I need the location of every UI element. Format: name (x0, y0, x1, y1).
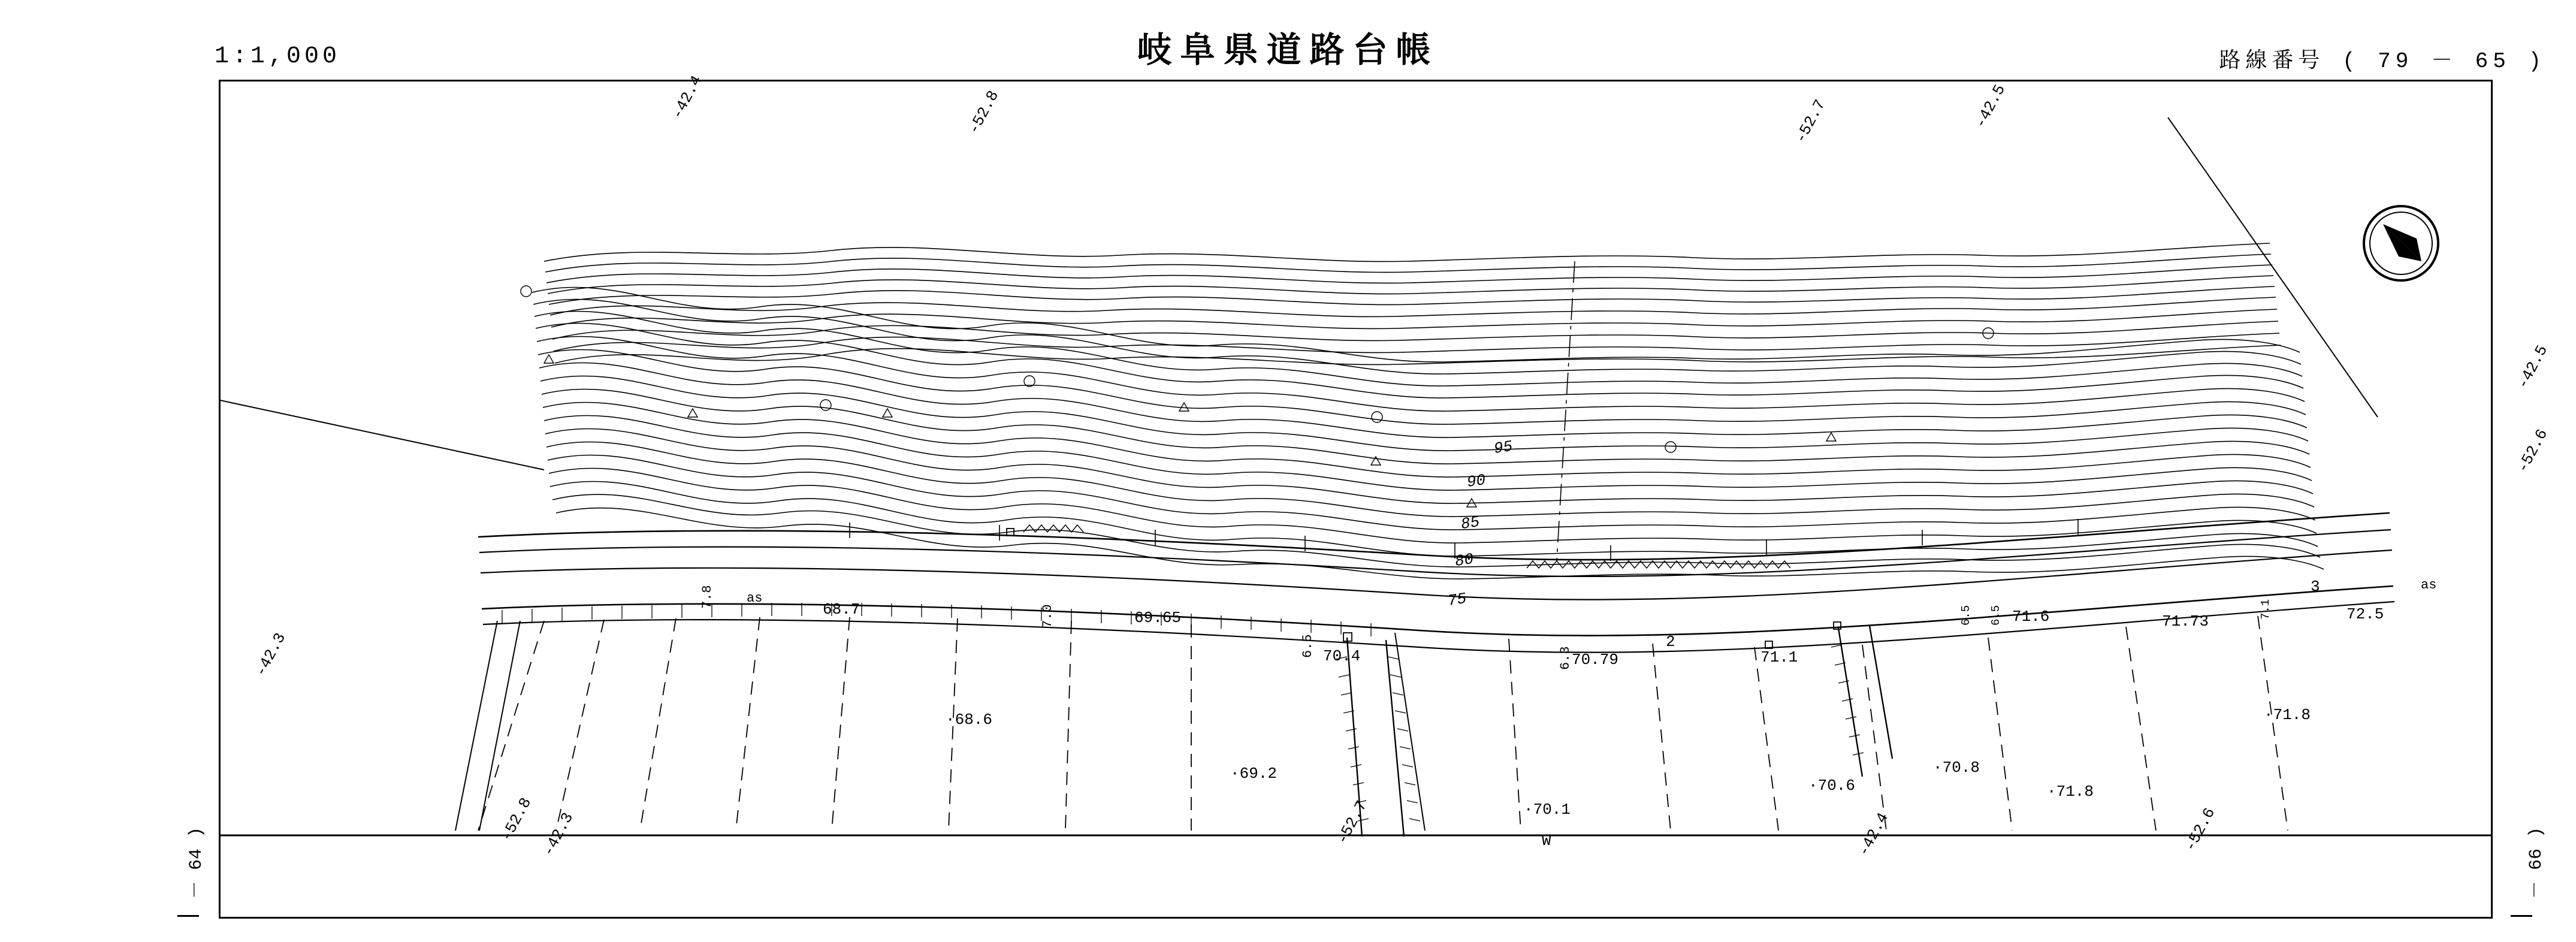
spot-height: 70.4 (1323, 647, 1361, 665)
edge-mark: -42.5 (1971, 81, 2010, 132)
road-width-label: 7.1 (2259, 599, 2272, 620)
spot-height: ·69.2 (1230, 765, 1278, 783)
edge-mark: -42.4 (1855, 810, 1893, 860)
spot-height: 70.79 (1572, 651, 1619, 669)
map-drawing-frame (219, 80, 2493, 919)
page-title: 岐阜県道路台帳 (1137, 29, 1439, 70)
map-linework (221, 81, 2493, 919)
contour-label: 95 (1493, 437, 1514, 458)
edge-mark: -42.5 (2514, 342, 2552, 393)
edge-mark: -52.8 (497, 795, 536, 845)
spot-height: ·70.6 (1808, 777, 1856, 795)
spot-height: 68.7 (823, 600, 860, 618)
road-width-label: 7.0 (1040, 604, 1055, 628)
edge-mark: -42.3 (252, 630, 290, 680)
contour-label: 90 (1466, 470, 1487, 492)
spot-height: 72.5 (2347, 605, 2384, 623)
edge-mark: -42.3 (539, 810, 578, 860)
spot-height: 71.6 (2012, 608, 2050, 626)
road-width-label: 6.5 (1300, 634, 1315, 658)
pavement-type-label: as (2421, 578, 2437, 593)
right-section-tick (2511, 915, 2532, 917)
road-width-label: 7.8 (700, 585, 715, 609)
scale-label: 1:1,000 (215, 43, 341, 70)
section-number-label: 3 (2311, 578, 2320, 596)
edge-mark: -52.6 (2181, 805, 2219, 855)
spot-height: 69.65 (1134, 609, 1182, 627)
contour-label: 85 (1460, 512, 1481, 534)
edge-mark: -52.7 (1333, 798, 1372, 848)
spot-height: 71.73 (2162, 612, 2209, 630)
spot-height: 71.1 (1760, 648, 1798, 666)
spot-height: ·71.8 (2264, 706, 2311, 724)
route-number-label: 路線番号 ( 79 － 65 ) (2219, 49, 2546, 74)
spot-height: ·71.8 (2047, 783, 2094, 801)
pavement-type-label: as (747, 591, 763, 606)
spot-height: ·70.8 (1933, 759, 1980, 777)
edge-mark: -52.8 (965, 87, 1003, 138)
edge-mark: -52.6 (2514, 426, 2552, 476)
road-width-label: 6.5 (1959, 605, 1973, 626)
edge-mark: -52.7 (1792, 96, 1830, 147)
contour-label: 75 (1446, 589, 1468, 611)
section-number-label: 2 (1666, 633, 1675, 651)
left-section-label: － 64 ) (186, 826, 207, 899)
spot-height: ·68.6 (946, 711, 993, 729)
well-symbol-label: W (1542, 832, 1551, 850)
contour-label: 80 (1454, 550, 1475, 571)
road-width-label: 6.3 (1558, 646, 1573, 670)
road-width-label: 6.5 (1989, 605, 2003, 626)
right-section-label: － 66 ) (2526, 826, 2547, 899)
north-arrow-icon (2359, 201, 2443, 285)
left-section-tick (177, 915, 199, 917)
edge-mark: -42.4 (668, 73, 706, 123)
spot-height: ·70.1 (1524, 801, 1571, 819)
